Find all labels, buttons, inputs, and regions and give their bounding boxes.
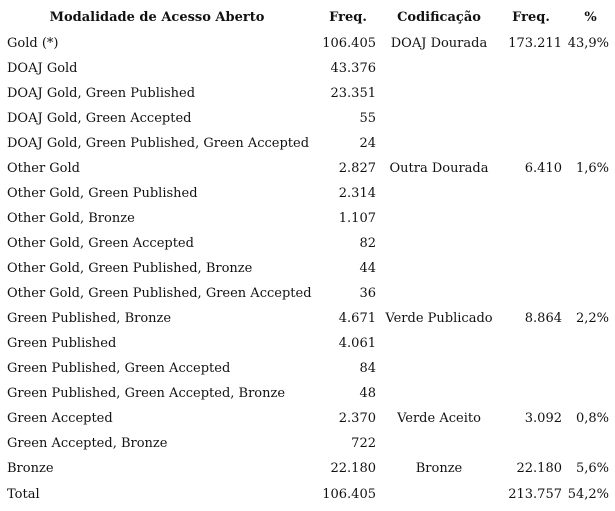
cell-freq2 <box>495 356 567 381</box>
table-row <box>1 306 614 331</box>
cell-freq: 82 <box>359 236 376 251</box>
cell-freq: 106.405 <box>322 36 376 51</box>
cell-modalidade: DOAJ Gold, Green Published <box>7 86 196 101</box>
cell-codificacao <box>383 56 495 81</box>
cell-freq: 24 <box>359 136 376 151</box>
cell-freq2 <box>495 256 567 281</box>
cell-modalidade: Green Accepted, Bronze <box>7 436 168 451</box>
cell-pct <box>567 381 614 406</box>
cell-freq2 <box>495 231 567 256</box>
cell-codificacao <box>383 281 495 306</box>
table-row <box>1 206 614 231</box>
cell-freq: 722 <box>351 436 376 451</box>
cell-pct <box>567 181 614 206</box>
cell-freq: 84 <box>359 361 376 376</box>
cell-codificacao <box>383 206 495 231</box>
table-row <box>1 281 614 306</box>
cell-modalidade: Green Published, Green Accepted <box>7 361 231 376</box>
cell-pct: 1,6% <box>575 161 609 176</box>
table-row <box>1 331 614 356</box>
cell-codificacao <box>383 81 495 106</box>
cell-freq2: 8.864 <box>524 311 562 326</box>
cell-freq2 <box>495 431 567 456</box>
cell-freq2 <box>495 181 567 206</box>
table-row <box>1 81 614 106</box>
cell-freq: 23.351 <box>330 86 376 101</box>
cell-freq2 <box>495 81 567 106</box>
cell-freq2 <box>495 206 567 231</box>
table-row <box>1 56 614 81</box>
cell-freq: 2.827 <box>338 161 376 176</box>
cell-codificacao: Outra Dourada <box>389 161 489 176</box>
table-row <box>1 156 614 181</box>
cell-codificacao: Verde Aceito <box>397 411 481 426</box>
open-access-table <box>1 3 614 508</box>
total-pct: 54,2% <box>567 487 609 502</box>
total-row <box>1 481 614 508</box>
cell-codificacao <box>383 331 495 356</box>
total-freq: 106.405 <box>322 487 376 502</box>
table-row <box>1 106 614 131</box>
cell-codificacao <box>383 256 495 281</box>
cell-freq: 48 <box>359 386 376 401</box>
cell-modalidade: DOAJ Gold, Green Accepted <box>7 111 192 126</box>
header-codificacao: Codificação <box>397 9 481 25</box>
cell-pct <box>567 106 614 131</box>
cell-codificacao: Bronze <box>415 461 463 476</box>
cell-codificacao <box>383 131 495 156</box>
cell-modalidade: Gold (*) <box>7 36 59 51</box>
cell-pct: 5,6% <box>575 461 609 476</box>
cell-modalidade: Other Gold, Green Accepted <box>7 236 194 251</box>
cell-modalidade: Other Gold, Bronze <box>7 211 135 226</box>
cell-freq: 44 <box>359 261 376 276</box>
cell-modalidade: Other Gold, Green Published <box>7 186 198 201</box>
cell-pct <box>567 131 614 156</box>
cell-codificacao <box>383 381 495 406</box>
total-freq2: 213.757 <box>508 487 562 502</box>
header-freq: Freq. <box>329 9 367 25</box>
cell-pct <box>567 231 614 256</box>
cell-pct: 43,9% <box>567 36 609 51</box>
cell-freq: 2.370 <box>338 411 376 426</box>
table-row <box>1 31 614 56</box>
table-row <box>1 381 614 406</box>
cell-freq: 22.180 <box>330 461 376 476</box>
cell-modalidade: Green Published <box>7 336 117 351</box>
cell-modalidade: Green Published, Green Accepted, Bronze <box>7 386 286 401</box>
cell-codificacao: Verde Publicado <box>385 311 493 326</box>
cell-freq2 <box>495 131 567 156</box>
cell-freq: 36 <box>359 286 376 301</box>
cell-freq: 4.061 <box>338 336 376 351</box>
cell-modalidade: Other Gold <box>7 161 80 176</box>
cell-codificacao <box>383 106 495 131</box>
cell-pct <box>567 56 614 81</box>
cell-pct <box>567 356 614 381</box>
table-row <box>1 431 614 456</box>
cell-freq: 4.671 <box>338 311 376 326</box>
cell-modalidade: Green Accepted <box>7 411 113 426</box>
cell-pct <box>567 331 614 356</box>
cell-codificacao <box>383 231 495 256</box>
cell-codificacao <box>383 431 495 456</box>
cell-freq2 <box>495 281 567 306</box>
table-row <box>1 231 614 256</box>
table-row <box>1 356 614 381</box>
cell-pct: 2,2% <box>575 311 609 326</box>
cell-modalidade: Other Gold, Green Published, Bronze <box>7 261 253 276</box>
cell-freq2 <box>495 56 567 81</box>
cell-pct <box>567 431 614 456</box>
cell-codificacao: DOAJ Dourada <box>390 36 488 51</box>
cell-codificacao <box>383 356 495 381</box>
cell-pct <box>567 206 614 231</box>
header-freq2: Freq. <box>512 9 550 25</box>
table-row <box>1 181 614 206</box>
cell-modalidade: Other Gold, Green Published, Green Accepted <box>7 286 312 301</box>
cell-freq2: 22.180 <box>516 461 562 476</box>
cell-freq2: 173.211 <box>508 36 562 51</box>
cell-freq2 <box>495 381 567 406</box>
header-modalidade: Modalidade de Acesso Aberto <box>49 9 265 25</box>
cell-modalidade: DOAJ Gold, Green Published, Green Accepted <box>7 136 310 151</box>
total-label: Total <box>7 487 40 502</box>
table-row <box>1 456 614 481</box>
cell-modalidade: Green Published, Bronze <box>7 311 172 326</box>
cell-pct <box>567 81 614 106</box>
cell-pct: 0,8% <box>575 411 609 426</box>
cell-pct <box>567 281 614 306</box>
cell-freq2 <box>495 331 567 356</box>
cell-codificacao <box>383 181 495 206</box>
cell-freq2 <box>495 106 567 131</box>
table-row <box>1 131 614 156</box>
cell-pct <box>567 256 614 281</box>
table-row <box>1 406 614 431</box>
cell-freq: 2.314 <box>338 186 376 201</box>
table-row <box>1 256 614 281</box>
cell-modalidade: Bronze <box>7 461 54 476</box>
cell-freq: 43.376 <box>330 61 376 76</box>
table-header-row <box>1 3 614 31</box>
cell-freq: 1.107 <box>338 211 376 226</box>
cell-freq2: 6.410 <box>524 161 562 176</box>
cell-freq: 55 <box>359 111 376 126</box>
total-codificacao <box>383 481 495 508</box>
cell-freq2: 3.092 <box>524 411 562 426</box>
cell-modalidade: DOAJ Gold <box>7 61 78 76</box>
header-pct: % <box>584 9 597 25</box>
